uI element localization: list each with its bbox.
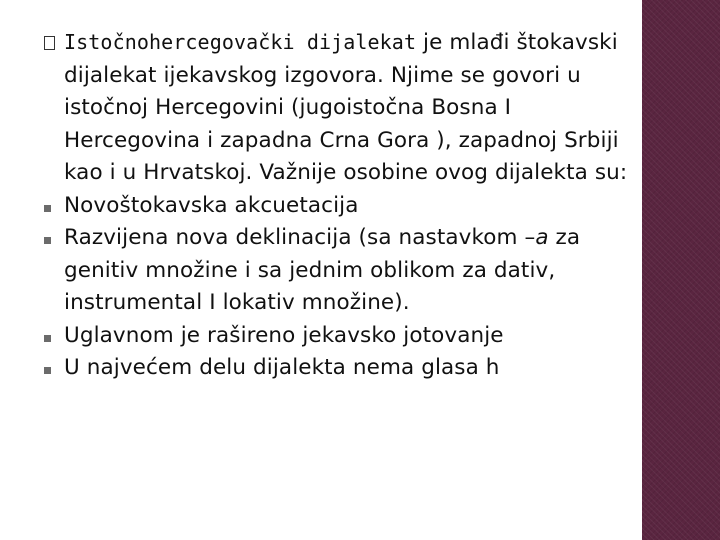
intro-term: Istočnohercegovački dijalekat [64,30,417,54]
list-item-text-end: za genitiv množine i sa jednim oblikom za dativ, instrumental I lokativ množine). [64,225,581,315]
decorative-side-band [642,0,720,540]
square-bullet-icon [40,190,58,223]
intro-text: je mlađi štokavski dijalekat ijekavskog izgovora. Njime se govori u istočnoj Hercegovini (jugoistočna Bosna I Hercegovina i zapadna Crna Gora ), zapadnoj Srbiji kao i u Hrvatskoj. Važnije osobine ovog dijalekta su: [64,30,628,185]
list-item [40,222,636,320]
slide-body [40,26,636,385]
square-bullet-icon [40,222,58,255]
square-bullet-icon [40,352,58,385]
list-item-text: Uglavnom je rašireno jekavsko jotovanje [64,322,504,348]
list-item [40,190,636,223]
list-item [40,320,636,353]
list-item-text: Novoštokavska akcuetacija [64,192,359,218]
list-item-text-start: Razvijena nova deklinacija (sa nastavkom – [64,225,536,250]
list-item-italic: a [535,225,549,250]
empty-box-bullet-icon [40,26,58,61]
list-item [40,352,636,385]
list-item-text: U najvećem delu dijalekta nema glasa h [64,355,500,380]
intro-paragraph [40,26,636,190]
square-bullet-icon [40,320,58,353]
